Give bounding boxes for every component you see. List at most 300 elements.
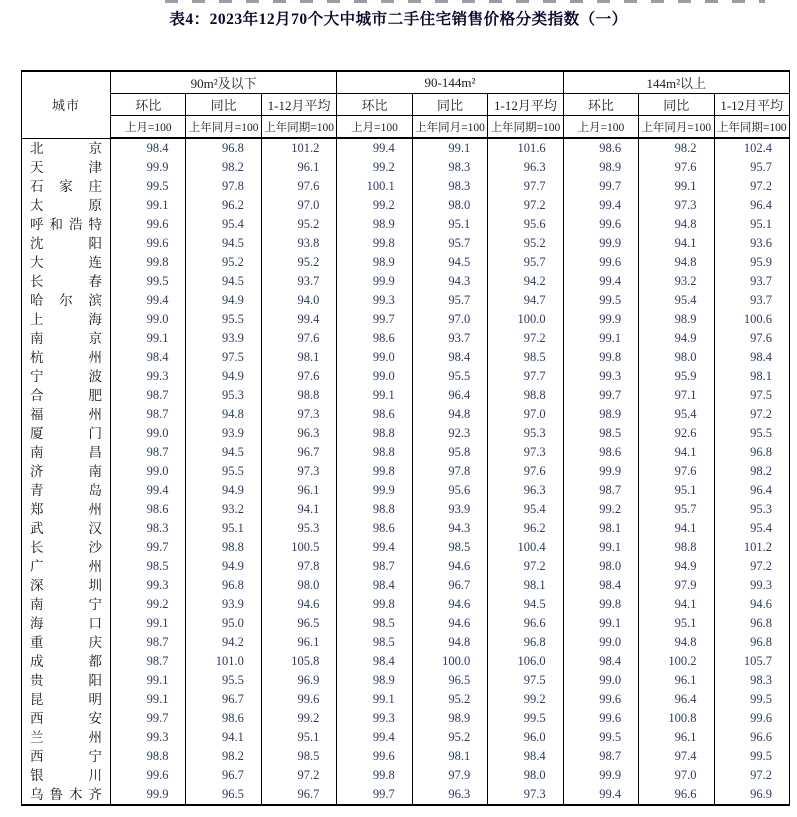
value-cell: 99.5 xyxy=(714,747,790,766)
value-cell: 99.6 xyxy=(563,709,638,728)
city-cell xyxy=(22,481,111,500)
city-name: 银川 xyxy=(30,768,102,783)
table-row xyxy=(22,671,790,690)
value-cell: 99.2 xyxy=(111,595,186,614)
value-cell: 99.4 xyxy=(111,291,186,310)
city-name: 深圳 xyxy=(30,578,102,593)
value-cell: 97.1 xyxy=(639,386,714,405)
value-cell: 96.3 xyxy=(488,481,563,500)
city-name: 宁波 xyxy=(30,369,102,384)
city-name: 重庆 xyxy=(30,635,102,650)
value-cell: 98.8 xyxy=(488,386,563,405)
value-cell: 94.1 xyxy=(639,595,714,614)
value-cell: 98.2 xyxy=(186,747,261,766)
value-cell: 98.7 xyxy=(111,405,186,424)
value-cell: 97.3 xyxy=(261,462,336,481)
table-row xyxy=(22,557,790,576)
value-cell: 99.4 xyxy=(261,310,336,329)
city-cell xyxy=(22,785,111,805)
value-cell: 94.8 xyxy=(639,633,714,652)
value-cell: 100.6 xyxy=(714,310,790,329)
value-cell: 98.1 xyxy=(412,747,487,766)
value-cell: 98.5 xyxy=(337,614,412,633)
value-cell: 95.7 xyxy=(639,500,714,519)
value-cell: 94.1 xyxy=(639,234,714,253)
value-cell: 98.1 xyxy=(563,519,638,538)
city-cell xyxy=(22,557,111,576)
value-cell: 95.9 xyxy=(714,253,790,272)
column-header-city: 城市 xyxy=(22,71,111,138)
value-cell: 96.2 xyxy=(488,519,563,538)
value-cell: 99.3 xyxy=(337,709,412,728)
value-cell: 96.8 xyxy=(714,614,790,633)
value-cell: 99.4 xyxy=(337,138,412,158)
city-cell xyxy=(22,595,111,614)
value-cell: 95.4 xyxy=(488,500,563,519)
value-cell: 98.8 xyxy=(111,747,186,766)
city-cell xyxy=(22,443,111,462)
group-header-under-90: 90m²及以下 xyxy=(111,71,337,94)
city-cell xyxy=(22,177,111,196)
value-cell: 96.4 xyxy=(639,690,714,709)
value-cell: 93.6 xyxy=(714,234,790,253)
value-cell: 95.8 xyxy=(412,443,487,462)
value-cell: 94.7 xyxy=(488,291,563,310)
base-header-prev-year-month: 上年同月=100 xyxy=(186,116,261,139)
value-cell: 97.6 xyxy=(639,462,714,481)
value-cell: 99.3 xyxy=(111,576,186,595)
value-cell: 95.5 xyxy=(186,671,261,690)
value-cell: 96.1 xyxy=(261,481,336,500)
table-row xyxy=(22,766,790,785)
base-header-prev-year-month: 上年同月=100 xyxy=(412,116,487,139)
value-cell: 99.9 xyxy=(563,310,638,329)
value-cell: 95.5 xyxy=(714,424,790,443)
value-cell: 98.5 xyxy=(488,348,563,367)
city-name: 成都 xyxy=(30,654,102,669)
value-cell: 92.3 xyxy=(412,424,487,443)
city-name: 广州 xyxy=(30,559,102,574)
value-cell: 96.0 xyxy=(488,728,563,747)
city-cell xyxy=(22,519,111,538)
group-header-90-144: 90-144m² xyxy=(337,71,563,94)
value-cell: 95.4 xyxy=(639,405,714,424)
value-cell: 96.7 xyxy=(261,785,336,805)
value-cell: 95.6 xyxy=(488,215,563,234)
value-cell: 94.8 xyxy=(186,405,261,424)
value-cell: 99.4 xyxy=(563,272,638,291)
metric-header-mom: 环比 xyxy=(111,94,186,116)
value-cell: 98.6 xyxy=(337,405,412,424)
table-row xyxy=(22,728,790,747)
table-row xyxy=(22,462,790,481)
city-name: 昆明 xyxy=(30,692,102,707)
value-cell: 97.7 xyxy=(488,177,563,196)
city-name: 郑州 xyxy=(30,502,102,517)
value-cell: 96.9 xyxy=(261,671,336,690)
value-cell: 95.0 xyxy=(186,614,261,633)
value-cell: 98.4 xyxy=(111,348,186,367)
table-row xyxy=(22,424,790,443)
value-cell: 94.6 xyxy=(412,614,487,633)
value-cell: 99.6 xyxy=(563,215,638,234)
value-cell: 95.1 xyxy=(186,519,261,538)
value-cell: 96.3 xyxy=(261,424,336,443)
value-cell: 105.8 xyxy=(261,652,336,671)
value-cell: 98.4 xyxy=(563,652,638,671)
value-cell: 98.7 xyxy=(111,633,186,652)
value-cell: 98.5 xyxy=(337,633,412,652)
value-cell: 98.8 xyxy=(337,443,412,462)
value-cell: 95.3 xyxy=(488,424,563,443)
value-cell: 100.0 xyxy=(412,652,487,671)
value-cell: 101.2 xyxy=(714,538,790,557)
value-cell: 98.7 xyxy=(563,747,638,766)
table-row xyxy=(22,538,790,557)
value-cell: 95.9 xyxy=(639,367,714,386)
value-cell: 98.2 xyxy=(186,158,261,177)
value-cell: 96.3 xyxy=(412,785,487,805)
value-cell: 93.7 xyxy=(261,272,336,291)
value-cell: 99.2 xyxy=(337,158,412,177)
city-name: 合肥 xyxy=(30,388,102,403)
city-name: 济南 xyxy=(30,464,102,479)
metric-header-yoy: 同比 xyxy=(412,94,487,116)
value-cell: 105.7 xyxy=(714,652,790,671)
value-cell: 99.7 xyxy=(563,386,638,405)
value-cell: 97.2 xyxy=(488,557,563,576)
value-cell: 99.6 xyxy=(261,690,336,709)
value-cell: 98.6 xyxy=(563,443,638,462)
value-cell: 94.5 xyxy=(488,595,563,614)
value-cell: 97.3 xyxy=(488,443,563,462)
city-cell xyxy=(22,272,111,291)
value-cell: 95.7 xyxy=(714,158,790,177)
value-cell: 99.1 xyxy=(337,690,412,709)
city-cell xyxy=(22,690,111,709)
value-cell: 95.3 xyxy=(261,519,336,538)
clipped-text-fragment xyxy=(165,0,765,3)
value-cell: 101.2 xyxy=(261,138,336,158)
table-row xyxy=(22,500,790,519)
value-cell: 99.7 xyxy=(111,538,186,557)
value-cell: 99.5 xyxy=(563,728,638,747)
value-cell: 96.5 xyxy=(412,671,487,690)
value-cell: 96.1 xyxy=(639,728,714,747)
value-cell: 99.0 xyxy=(111,310,186,329)
value-cell: 99.9 xyxy=(111,785,186,805)
value-cell: 99.8 xyxy=(111,253,186,272)
value-cell: 97.3 xyxy=(261,405,336,424)
value-cell: 98.5 xyxy=(111,557,186,576)
value-cell: 96.1 xyxy=(261,158,336,177)
value-cell: 96.1 xyxy=(639,671,714,690)
value-cell: 99.5 xyxy=(111,272,186,291)
value-cell: 99.9 xyxy=(563,462,638,481)
metric-header-yoy: 同比 xyxy=(186,94,261,116)
city-name: 南京 xyxy=(30,331,102,346)
value-cell: 97.9 xyxy=(412,766,487,785)
value-cell: 98.8 xyxy=(337,424,412,443)
value-cell: 98.3 xyxy=(714,671,790,690)
value-cell: 99.1 xyxy=(111,329,186,348)
table-row xyxy=(22,310,790,329)
value-cell: 95.7 xyxy=(412,234,487,253)
table-row xyxy=(22,443,790,462)
city-cell xyxy=(22,462,111,481)
value-cell: 96.4 xyxy=(412,386,487,405)
value-cell: 98.9 xyxy=(639,310,714,329)
value-cell: 99.1 xyxy=(111,690,186,709)
value-cell: 95.4 xyxy=(714,519,790,538)
value-cell: 98.9 xyxy=(337,215,412,234)
value-cell: 97.2 xyxy=(488,196,563,215)
value-cell: 99.8 xyxy=(337,234,412,253)
value-cell: 93.7 xyxy=(714,291,790,310)
value-cell: 100.0 xyxy=(488,310,563,329)
table-row xyxy=(22,196,790,215)
value-cell: 99.4 xyxy=(337,538,412,557)
value-cell: 93.9 xyxy=(186,329,261,348)
value-cell: 99.8 xyxy=(563,348,638,367)
value-cell: 100.8 xyxy=(639,709,714,728)
value-cell: 97.6 xyxy=(261,177,336,196)
value-cell: 99.9 xyxy=(111,158,186,177)
city-cell xyxy=(22,215,111,234)
city-name: 海口 xyxy=(30,616,102,631)
value-cell: 96.4 xyxy=(714,196,790,215)
value-cell: 95.2 xyxy=(261,215,336,234)
value-cell: 94.9 xyxy=(186,557,261,576)
value-cell: 99.7 xyxy=(563,177,638,196)
value-cell: 97.0 xyxy=(412,310,487,329)
value-cell: 94.6 xyxy=(412,595,487,614)
city-name: 武汉 xyxy=(30,521,102,536)
value-cell: 98.7 xyxy=(337,557,412,576)
table-row xyxy=(22,234,790,253)
value-cell: 97.3 xyxy=(488,785,563,805)
value-cell: 96.7 xyxy=(261,443,336,462)
city-cell xyxy=(22,386,111,405)
table-row xyxy=(22,690,790,709)
value-cell: 100.1 xyxy=(337,177,412,196)
value-cell: 96.9 xyxy=(714,785,790,805)
value-cell: 97.3 xyxy=(639,196,714,215)
city-cell xyxy=(22,424,111,443)
value-cell: 97.2 xyxy=(714,557,790,576)
value-cell: 94.1 xyxy=(186,728,261,747)
value-cell: 99.8 xyxy=(337,462,412,481)
value-cell: 99.8 xyxy=(563,595,638,614)
value-cell: 92.6 xyxy=(639,424,714,443)
value-cell: 95.2 xyxy=(488,234,563,253)
value-cell: 97.8 xyxy=(186,177,261,196)
value-cell: 98.2 xyxy=(714,462,790,481)
city-name: 天津 xyxy=(30,160,102,175)
value-cell: 96.8 xyxy=(186,576,261,595)
value-cell: 98.2 xyxy=(639,138,714,158)
city-name: 北京 xyxy=(30,140,102,156)
city-name: 贵阳 xyxy=(30,673,102,688)
value-cell: 98.8 xyxy=(186,538,261,557)
base-header-prev-month: 上月=100 xyxy=(563,116,638,139)
value-cell: 99.7 xyxy=(337,785,412,805)
city-name: 呼和浩特 xyxy=(30,217,102,232)
value-cell: 99.9 xyxy=(563,234,638,253)
city-cell xyxy=(22,576,111,595)
value-cell: 97.2 xyxy=(714,177,790,196)
value-cell: 97.6 xyxy=(488,462,563,481)
value-cell: 99.1 xyxy=(639,177,714,196)
value-cell: 94.9 xyxy=(186,367,261,386)
value-cell: 99.6 xyxy=(714,709,790,728)
city-cell xyxy=(22,747,111,766)
city-name: 哈尔滨 xyxy=(30,293,102,308)
value-cell: 99.5 xyxy=(488,709,563,728)
value-cell: 94.8 xyxy=(412,633,487,652)
city-cell xyxy=(22,196,111,215)
city-cell xyxy=(22,253,111,272)
value-cell: 99.1 xyxy=(563,614,638,633)
value-cell: 99.6 xyxy=(111,766,186,785)
table-row xyxy=(22,519,790,538)
base-header-prev-period: 上年同期=100 xyxy=(261,116,336,139)
value-cell: 98.7 xyxy=(111,652,186,671)
value-cell: 98.7 xyxy=(111,443,186,462)
value-cell: 94.8 xyxy=(639,215,714,234)
city-cell xyxy=(22,728,111,747)
metric-header-yoy: 同比 xyxy=(639,94,714,116)
value-cell: 95.2 xyxy=(412,690,487,709)
value-cell: 93.2 xyxy=(639,272,714,291)
city-cell xyxy=(22,671,111,690)
value-cell: 95.1 xyxy=(639,481,714,500)
value-cell: 97.8 xyxy=(261,557,336,576)
value-cell: 98.9 xyxy=(563,158,638,177)
value-cell: 96.7 xyxy=(412,576,487,595)
value-cell: 98.4 xyxy=(337,652,412,671)
value-cell: 99.5 xyxy=(563,291,638,310)
value-cell: 95.2 xyxy=(412,728,487,747)
value-cell: 99.7 xyxy=(337,310,412,329)
city-cell xyxy=(22,633,111,652)
value-cell: 95.1 xyxy=(261,728,336,747)
city-name: 福州 xyxy=(30,407,102,422)
value-cell: 101.0 xyxy=(186,652,261,671)
value-cell: 97.0 xyxy=(261,196,336,215)
value-cell: 95.5 xyxy=(412,367,487,386)
value-cell: 99.0 xyxy=(111,462,186,481)
value-cell: 97.5 xyxy=(714,386,790,405)
city-name: 杭州 xyxy=(30,350,102,365)
value-cell: 95.2 xyxy=(186,253,261,272)
city-cell xyxy=(22,138,111,158)
value-cell: 99.2 xyxy=(261,709,336,728)
value-cell: 97.5 xyxy=(186,348,261,367)
city-cell xyxy=(22,500,111,519)
value-cell: 95.2 xyxy=(261,253,336,272)
value-cell: 99.7 xyxy=(111,709,186,728)
value-cell: 99.1 xyxy=(111,614,186,633)
value-cell: 98.9 xyxy=(563,405,638,424)
value-cell: 96.7 xyxy=(186,766,261,785)
base-header-prev-year-month: 上年同月=100 xyxy=(639,116,714,139)
city-cell xyxy=(22,652,111,671)
value-cell: 98.5 xyxy=(412,538,487,557)
value-cell: 96.2 xyxy=(186,196,261,215)
value-cell: 97.6 xyxy=(261,367,336,386)
base-header-prev-period: 上年同期=100 xyxy=(714,116,790,139)
value-cell: 98.8 xyxy=(337,500,412,519)
city-name: 厦门 xyxy=(30,426,102,441)
value-cell: 98.1 xyxy=(261,348,336,367)
value-cell: 99.0 xyxy=(111,424,186,443)
value-cell: 98.4 xyxy=(111,138,186,158)
value-cell: 98.4 xyxy=(488,747,563,766)
city-name: 大连 xyxy=(30,255,102,270)
city-name: 西安 xyxy=(30,711,102,726)
value-cell: 99.3 xyxy=(714,576,790,595)
value-cell: 99.2 xyxy=(488,690,563,709)
table-row xyxy=(22,709,790,728)
value-cell: 94.0 xyxy=(261,291,336,310)
value-cell: 98.1 xyxy=(714,367,790,386)
value-cell: 99.2 xyxy=(337,196,412,215)
value-cell: 97.2 xyxy=(714,766,790,785)
value-cell: 97.7 xyxy=(488,367,563,386)
value-cell: 98.4 xyxy=(714,348,790,367)
value-cell: 98.3 xyxy=(412,177,487,196)
value-cell: 97.6 xyxy=(714,329,790,348)
value-cell: 98.0 xyxy=(488,766,563,785)
value-cell: 99.0 xyxy=(337,348,412,367)
metric-header-avg: 1-12月平均 xyxy=(488,94,563,116)
value-cell: 99.3 xyxy=(337,291,412,310)
city-cell xyxy=(22,234,111,253)
value-cell: 98.0 xyxy=(563,557,638,576)
table-row xyxy=(22,329,790,348)
value-cell: 97.4 xyxy=(639,747,714,766)
table-row xyxy=(22,253,790,272)
city-cell xyxy=(22,158,111,177)
value-cell: 97.9 xyxy=(639,576,714,595)
value-cell: 96.5 xyxy=(261,614,336,633)
value-cell: 98.7 xyxy=(563,481,638,500)
metric-header-avg: 1-12月平均 xyxy=(261,94,336,116)
price-index-table xyxy=(21,70,790,806)
value-cell: 100.2 xyxy=(639,652,714,671)
city-name: 石家庄 xyxy=(30,179,102,194)
table-row xyxy=(22,158,790,177)
city-cell xyxy=(22,538,111,557)
table-row xyxy=(22,272,790,291)
value-cell: 98.3 xyxy=(111,519,186,538)
value-cell: 96.8 xyxy=(714,443,790,462)
table-row xyxy=(22,614,790,633)
city-name: 沈阳 xyxy=(30,236,102,251)
value-cell: 97.8 xyxy=(412,462,487,481)
value-cell: 94.5 xyxy=(412,253,487,272)
city-cell xyxy=(22,348,111,367)
value-cell: 97.5 xyxy=(488,671,563,690)
city-name: 太原 xyxy=(30,198,102,213)
value-cell: 94.6 xyxy=(412,557,487,576)
value-cell: 96.6 xyxy=(714,728,790,747)
value-cell: 99.1 xyxy=(563,329,638,348)
value-cell: 93.9 xyxy=(186,424,261,443)
value-cell: 96.1 xyxy=(261,633,336,652)
value-cell: 95.3 xyxy=(186,386,261,405)
